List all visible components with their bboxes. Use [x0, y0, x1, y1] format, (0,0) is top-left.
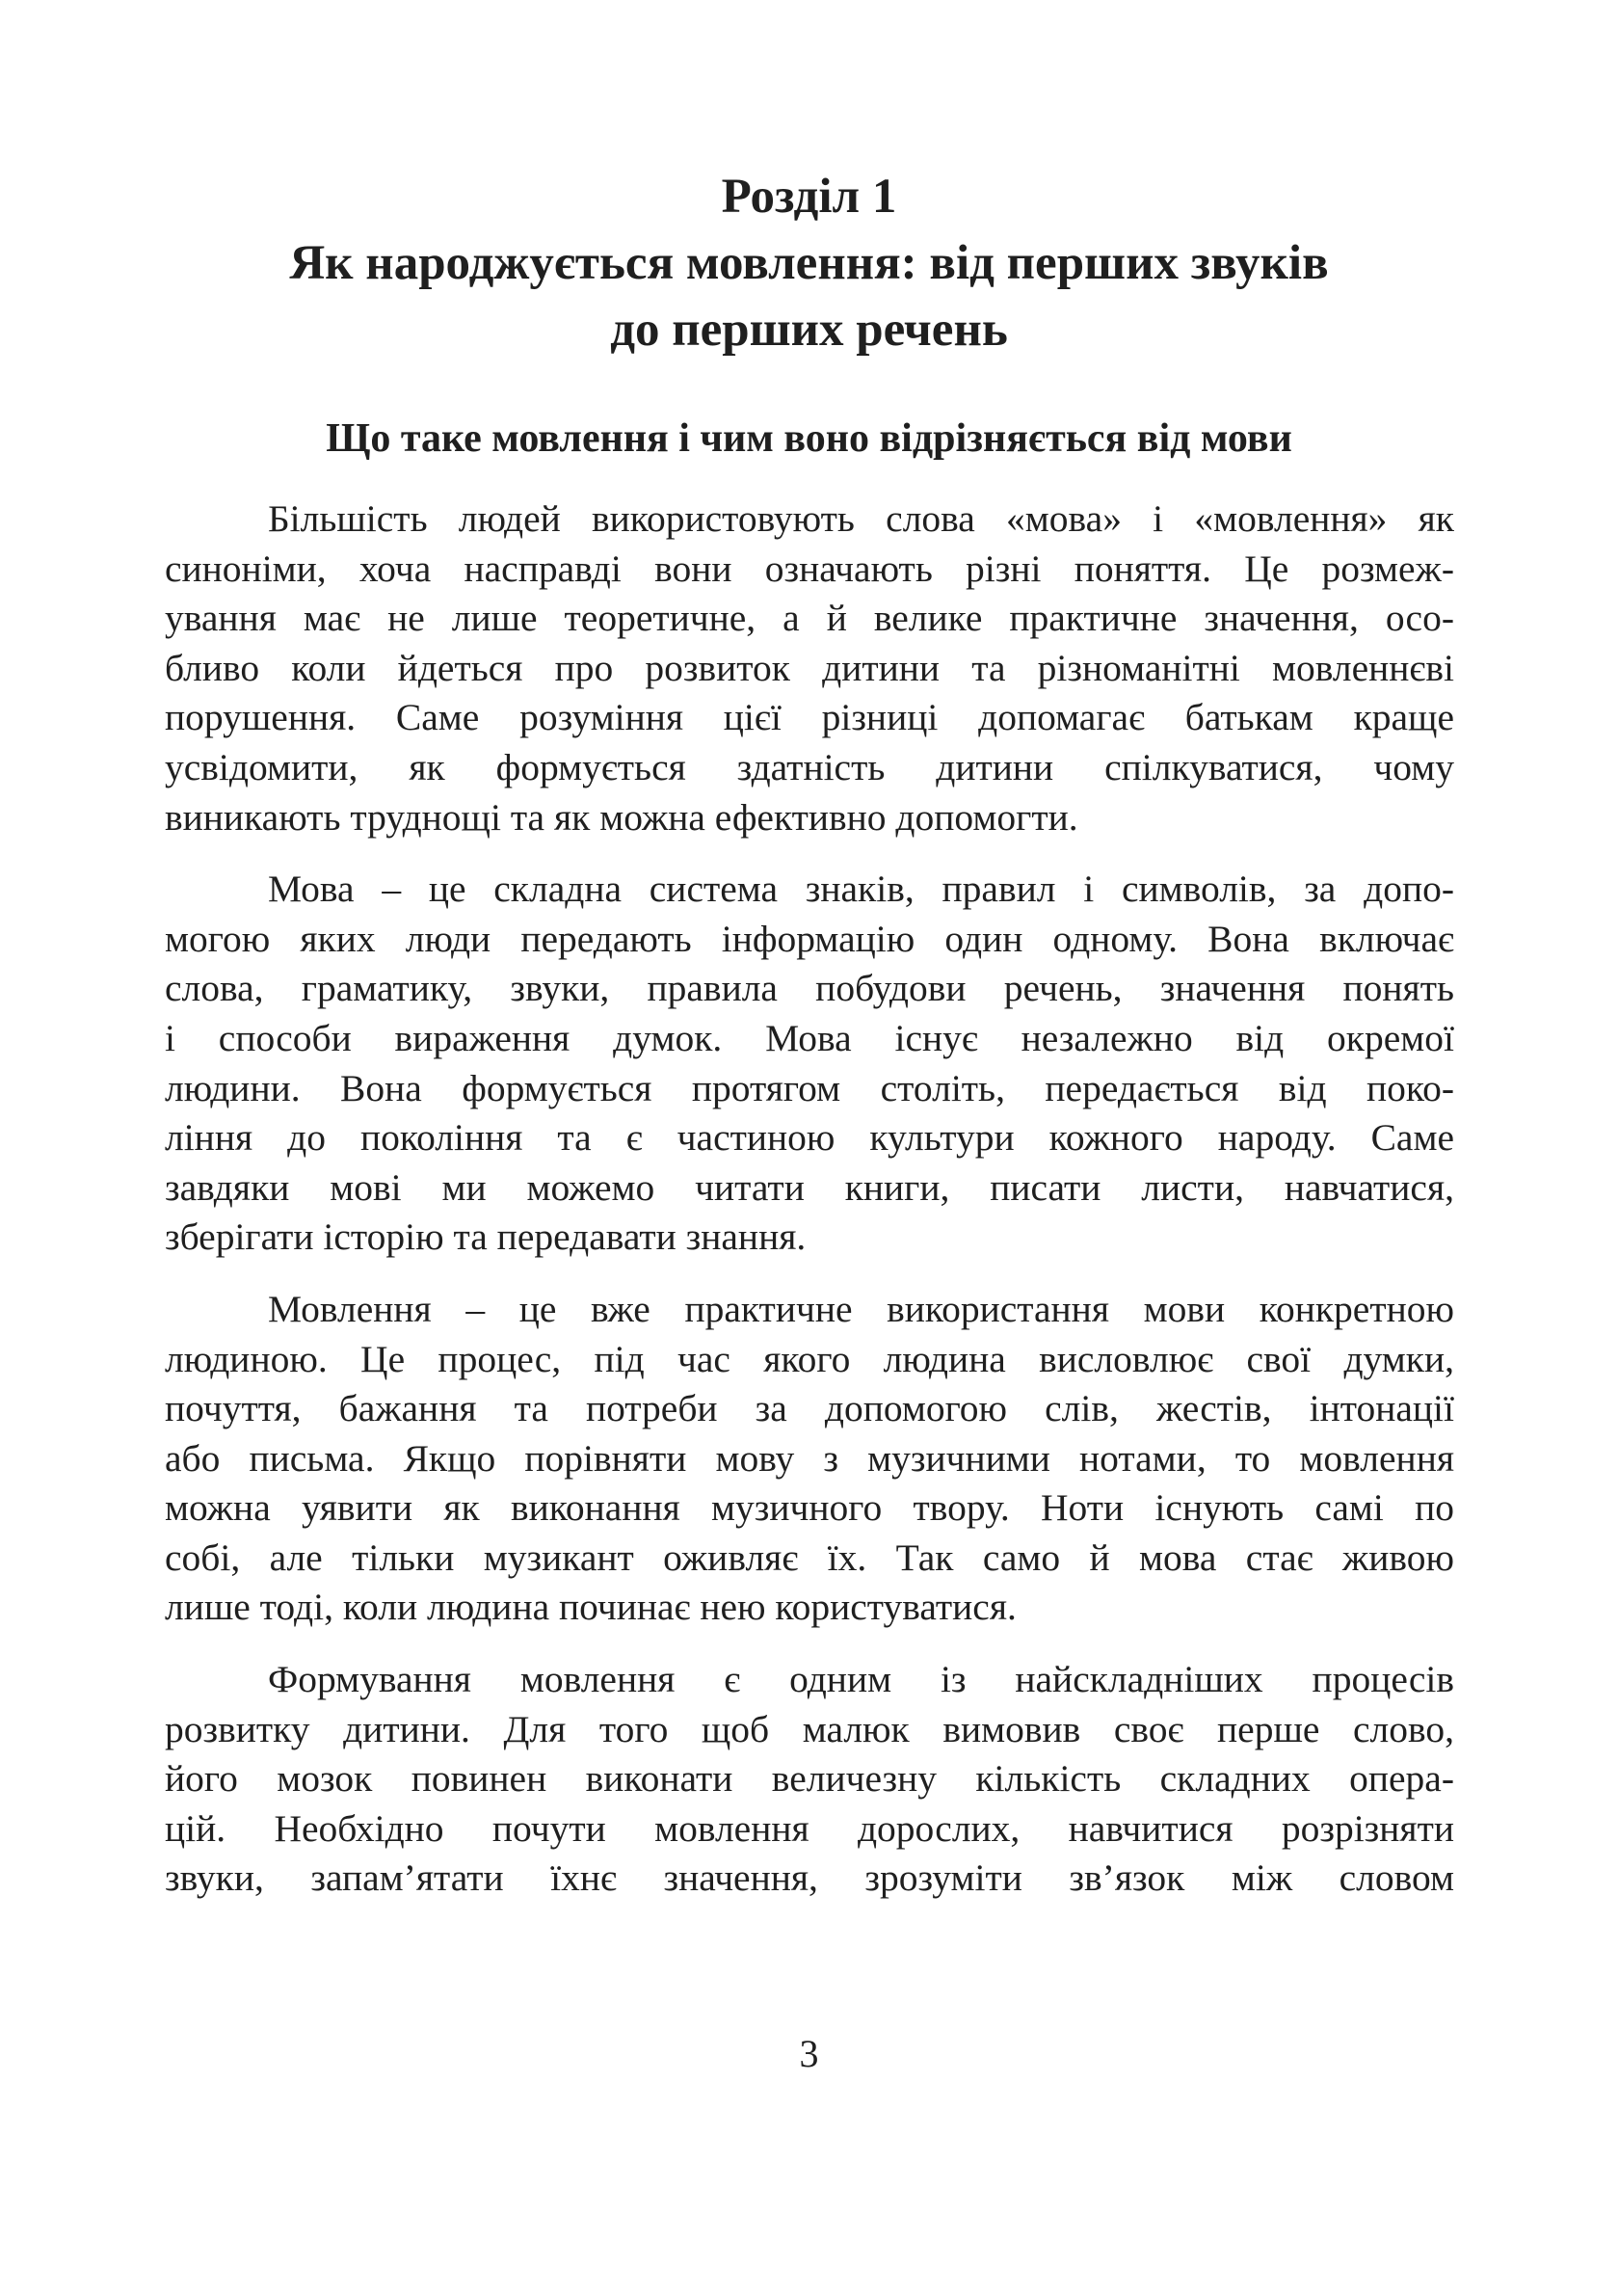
- text-line: зберігати історію та передавати знання.: [165, 1215, 807, 1259]
- text-line: Формування мовлення є одним із найскладніших процесів: [268, 1658, 1454, 1701]
- chapter-number: Розділ 1: [721, 170, 897, 224]
- paragraph: [165, 865, 1454, 1263]
- text-line: цій. Необхідно почути мовлення дорослих, навчитися розрізняти: [165, 1806, 1454, 1850]
- text-line: ування має не лише теоретичне, а й велике практичне значення, осо-: [165, 597, 1454, 640]
- chapter-title-line: до перших речень: [610, 303, 1008, 357]
- text-line: Більшість людей використовують слова «мова» і «мовлення» як: [268, 497, 1454, 540]
- text-line: і способи вираження думок. Мова існує незалежно від окремої: [165, 1016, 1454, 1059]
- text-line: Мовлення – це вже практичне використання мови конкретною: [268, 1287, 1454, 1330]
- text-line: можна уявити як виконання музичного твору. Ноти існують самі по: [165, 1486, 1454, 1530]
- text-line: Мова – це складна система знаків, правил і символів, за допо-: [268, 868, 1454, 911]
- text-line: порушення. Саме розуміння цієї різниці допомагає батькам краще: [165, 696, 1454, 739]
- paragraph: [165, 1285, 1454, 1633]
- text-line: усвідомити, як формується здатність дитини спілкуватися, чому: [165, 745, 1454, 788]
- text-line: синоніми, хоча насправді вони означають різні поняття. Це розмеж-: [165, 547, 1454, 590]
- body-text: [165, 494, 1454, 1904]
- text-line: бливо коли йдеться про розвиток дитини та різноманітні мовленнєві: [165, 646, 1454, 689]
- text-line: ління до покоління та є частиною культури кожного народу. Саме: [165, 1116, 1454, 1160]
- text-line: завдяки мові ми можемо читати книги, писати листи, навчатися,: [165, 1165, 1454, 1209]
- chapter-title-line: Як народжується мовлення: від перших звуків: [289, 236, 1329, 290]
- page-number: 3: [799, 2032, 819, 2075]
- text-line: виникають труднощі та як можна ефективно допомогти.: [165, 795, 1078, 839]
- paragraph: [165, 1655, 1454, 1904]
- text-line: або письма. Якщо порівняти мову з музичними нотами, то мовлення: [165, 1436, 1454, 1480]
- text-line: людини. Вона формується протягом століть, передається від поко-: [165, 1066, 1454, 1109]
- chapter-heading: [145, 164, 1473, 363]
- text-line: його мозок повинен виконати величезну кількість складних опера-: [165, 1757, 1454, 1801]
- text-line: собі, але тільки музикант оживляє їх. Так само й мова стає живою: [165, 1535, 1454, 1579]
- text-line: почуття, бажання та потреби за допомогою слів, жестів, інтонації: [165, 1387, 1454, 1430]
- section-heading: Що таке мовлення і чим воно відрізняється від мови: [326, 416, 1292, 461]
- text-line: могою яких люди передають інформацію один одному. Вона включає: [165, 917, 1454, 960]
- text-line: лише тоді, коли людина починає нею користуватися.: [165, 1586, 1017, 1629]
- text-line: звуки, запам’ятати їхнє значення, зрозуміти зв’язок між словом: [165, 1856, 1454, 1900]
- paragraph: [165, 494, 1454, 842]
- text-line: розвитку дитини. Для того щоб малюк вимовив своє перше слово,: [165, 1707, 1454, 1750]
- text-line: людиною. Це процес, під час якого людина висловлює свої думки,: [165, 1337, 1454, 1380]
- text-line: слова, граматику, звуки, правила побудови речень, значення понять: [165, 967, 1454, 1010]
